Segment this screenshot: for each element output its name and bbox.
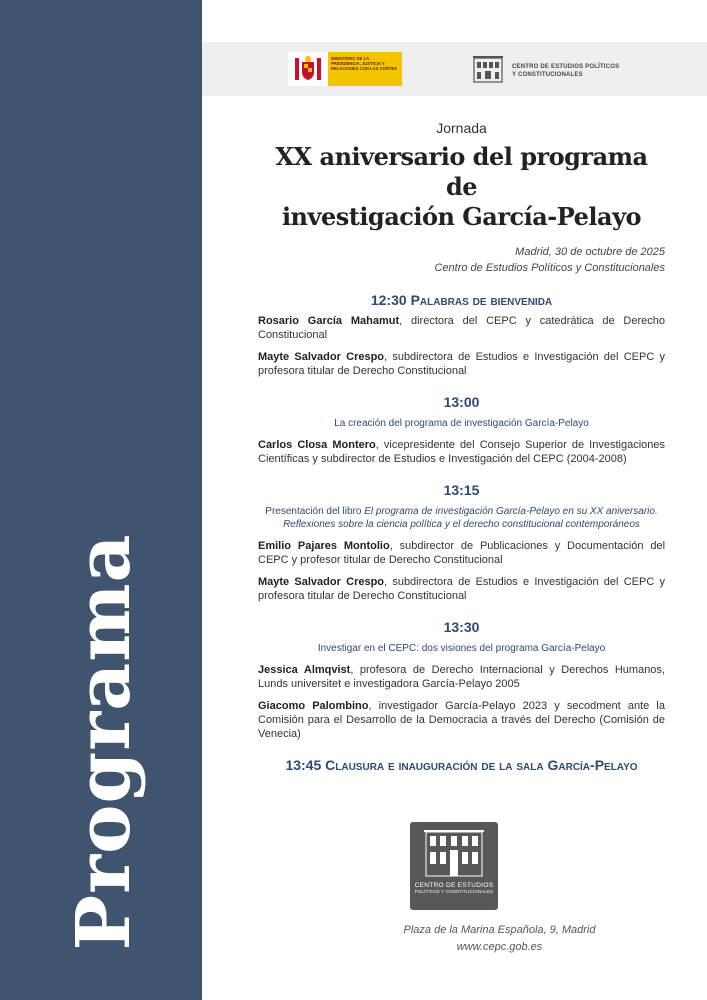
footer-address (258, 922, 707, 956)
event-venue: Centro de Estudios Políticos y Constitucionales (434, 262, 665, 274)
coat-of-arms-icon (288, 52, 328, 86)
session-time: 13:15 (443, 482, 480, 498)
building-icon (472, 52, 504, 89)
session-1300 (258, 394, 665, 466)
event-title: XX aniversario del programa de investigación García-Pelayo (275, 142, 648, 231)
session-1230 (258, 292, 665, 378)
event-type: Jornada (436, 120, 487, 136)
speaker: Mayte Salvador Crespo, subdirectora de Estudios e Investigación del CEPC y profesora titular de Derecho Constitucional (258, 576, 666, 602)
event-date: Madrid, 30 de octubre de 2025 (515, 246, 665, 258)
session-time: 13:00 (443, 394, 480, 410)
address-text: Plaza de la Marina Española, 9, Madrid (403, 924, 596, 936)
sidebar (0, 0, 202, 1000)
session-time: 13:30 (443, 619, 480, 635)
speaker: Carlos Closa Montero, vicepresidente del Consejo Superior de Investigaciones Científicas y subdirector de Estudios e Investigación del CEPC (2004-2008) (258, 439, 665, 465)
cepc-small-name: CENTRO DE ESTUDIOS POLÍTICOS Y CONSTITUCIONALES (512, 63, 620, 78)
book-title: El programa de investigación García-Pelayo en su XX aniversario. Reflexiones sobre la ciencia política y el derecho constitucional contemporáneos (283, 506, 658, 530)
session-title: Presentación del libro El programa de investigación García-Pelayo en su XX aniversario. Reflexiones sobre la ciencia política y el derecho constitucional contemporáneos (265, 506, 658, 530)
cepc-footer-logo (410, 822, 498, 910)
session-heading: 13:45 Clausura e inauguración de la sala García-Pelayo (285, 757, 638, 773)
session-title: La creación del programa de investigación García-Pelayo (334, 418, 589, 429)
event-meta (258, 244, 665, 276)
website-link[interactable]: www.cepc.gob.es (456, 941, 543, 953)
session-heading: 12:30 Palabras de bienvenida (370, 292, 553, 308)
logo-bar (202, 42, 707, 96)
building-icon (410, 822, 498, 882)
cepc-footer-name: CENTRO DE ESTUDIOS POLÍTICOS Y CONSTITUCIONALES (414, 882, 494, 894)
session-1315 (258, 482, 665, 603)
session-title: Investigar en el CEPC: dos visiones del programa García-Pelayo (317, 643, 606, 654)
program-content (258, 120, 665, 773)
ministry-name: MINISTERIO DE LA PRESIDENCIA, JUSTICIA Y RELACIONES CON LAS CORTES (328, 52, 402, 86)
speaker: Jessica Almqvist, profesora de Derecho Internacional y Derechos Humanos, Lunds universitet e investigadora García-Pelayo 2005 (258, 664, 665, 690)
sidebar-title: Programa (61, 533, 147, 951)
ministry-logo (288, 52, 402, 86)
speaker: Emilio Pajares Montolio, subdirector de Publicaciones y Documentación del CEPC y profesor titular de Derecho Constitucional (258, 540, 666, 566)
speaker: Giacomo Palombino, investigador García-Pelayo 2023 y secodment ante la Comisión para el Desarrollo de la Democracia a través del Derecho (Comisión de Venecia) (258, 700, 665, 740)
session-1330 (258, 619, 665, 741)
speaker: Mayte Salvador Crespo, subdirectora de Estudios e Investigación del CEPC y profesora titular de Derecho Constitucional (258, 351, 666, 377)
speaker: Rosario García Mahamut, directora del CEPC y catedrática de Derecho Constitucional (258, 315, 666, 341)
cepc-small-logo (472, 52, 619, 89)
session-1345 (258, 757, 665, 773)
